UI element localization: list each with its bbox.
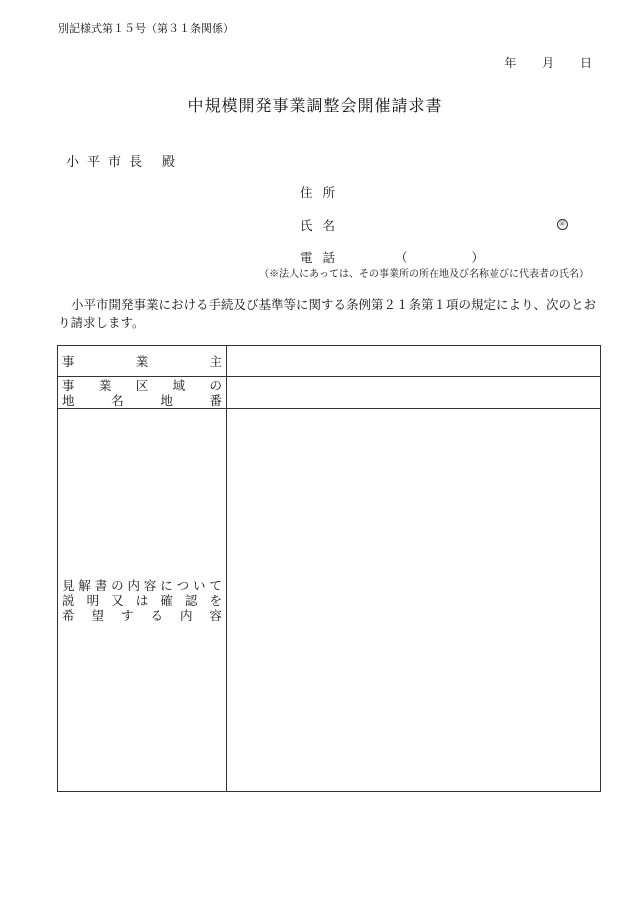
- phone-label: 電話: [300, 250, 346, 265]
- request-content-label-line1: 見 解 書 の 内 容 に つ い て: [62, 577, 222, 593]
- document-title: 中規模開発事業調整会開催請求書: [187, 96, 443, 115]
- name-field: [300, 216, 345, 234]
- corporate-note: （※法人にあっては、その事業所の所在地及び名称並びに代表者の氏名）: [259, 269, 589, 280]
- request-content-label-line3: 希 望 す る 内 容: [62, 607, 222, 623]
- location-label-line1: 事 業 区 域 の: [62, 377, 222, 393]
- request-table: [57, 345, 601, 792]
- seal-mark: ㊞: [557, 219, 568, 230]
- addressee: [66, 151, 183, 170]
- addressee-name: 小平市長: [66, 155, 151, 170]
- table-row-location: [58, 377, 601, 409]
- form-number: 別記様式第１５号（第３１条関係）: [58, 22, 234, 35]
- business-owner-label-line: 事 業 主: [62, 353, 222, 369]
- date-year: 年: [504, 56, 517, 70]
- name-label: 氏名: [300, 218, 346, 233]
- request-statement: 小平市開発事業における手続及び基準等に関する条例第２１条第１項の規定により、次のとおり請求します。: [58, 297, 597, 330]
- address-field: [300, 183, 345, 201]
- location-label: [58, 377, 227, 409]
- phone-parens: （ ）: [395, 250, 514, 265]
- request-content-value[interactable]: [227, 409, 601, 792]
- location-label-line2: 地 名 地 番: [62, 392, 222, 408]
- addressee-honorific: 殿: [162, 155, 184, 170]
- location-value[interactable]: [227, 377, 601, 409]
- table-row-business-owner: [58, 346, 601, 377]
- table-row-request-content: [58, 409, 601, 792]
- business-owner-label: [58, 346, 227, 377]
- request-content-label-line2: 説 明 又 は 確 認 を: [62, 592, 222, 608]
- phone-field: [300, 248, 514, 266]
- address-label: 住所: [300, 185, 346, 200]
- business-owner-value[interactable]: [227, 346, 601, 377]
- date-month: 月: [542, 56, 555, 70]
- date-line: [482, 54, 592, 71]
- date-day: 日: [579, 56, 592, 70]
- request-content-label: [58, 409, 227, 792]
